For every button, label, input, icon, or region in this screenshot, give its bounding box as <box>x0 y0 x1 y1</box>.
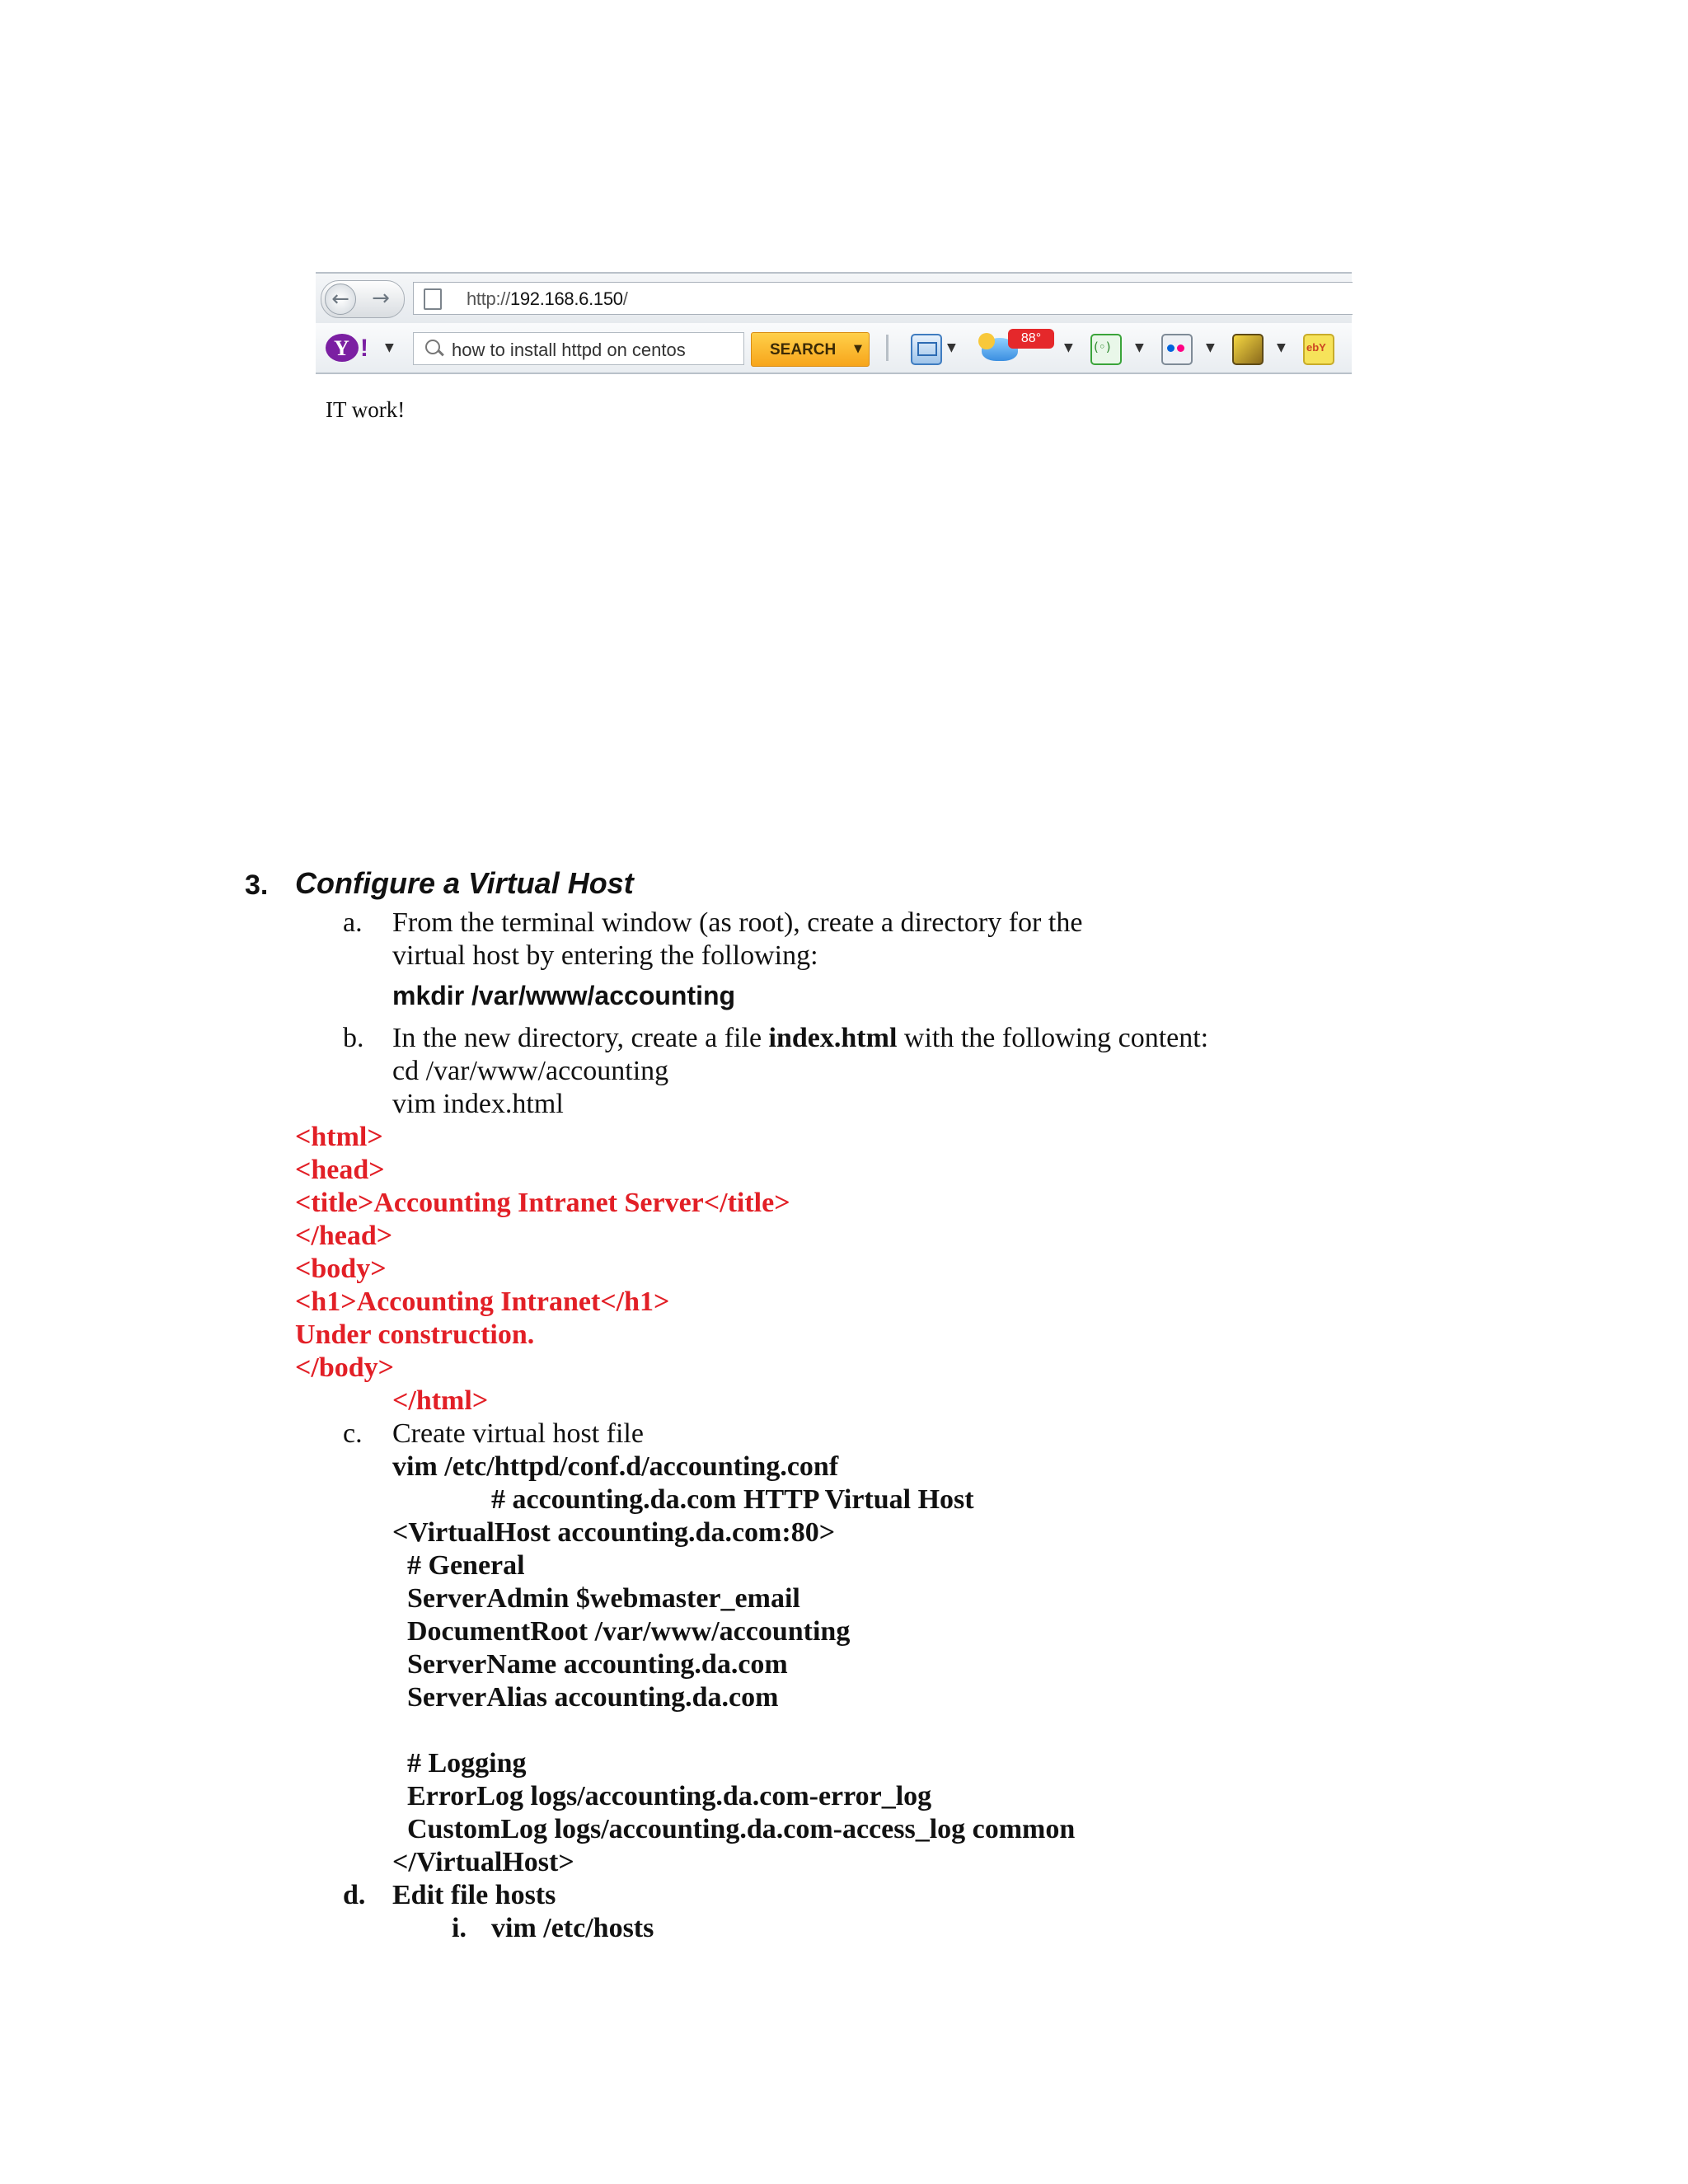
yahoo-logo-icon[interactable] <box>324 331 377 364</box>
ebay-icon[interactable] <box>1303 334 1334 365</box>
config-line: DocumentRoot /var/www/accounting <box>407 1616 851 1647</box>
code-line: <title>Accounting Intranet Server</title> <box>295 1188 790 1218</box>
step-b-cmd1: cd /var/www/accounting <box>392 1056 669 1086</box>
config-line: ErrorLog logs/accounting.da.com-error_log <box>407 1781 932 1811</box>
chevron-down-icon[interactable]: ▼ <box>1277 341 1286 354</box>
mail-icon[interactable] <box>911 334 942 365</box>
section-number: 3. <box>245 869 269 901</box>
navigation-bar <box>316 272 1352 324</box>
back-arrow-icon[interactable]: ← <box>325 284 356 315</box>
step-c-cmd: vim /etc/httpd/conf.d/accounting.conf <box>392 1451 839 1482</box>
step-c-marker: c. <box>343 1418 363 1449</box>
signal-icon[interactable] <box>1090 334 1122 365</box>
chevron-down-icon[interactable]: ▼ <box>947 341 956 354</box>
step-d-sub-cmd: vim /etc/hosts <box>491 1913 654 1943</box>
svg-text:!: ! <box>360 335 368 362</box>
config-line: ServerAlias accounting.da.com <box>407 1682 779 1713</box>
search-text: how to install httpd on centos <box>452 340 686 360</box>
notepad-icon[interactable] <box>1232 334 1264 365</box>
chevron-down-icon[interactable]: ▼ <box>1064 341 1073 354</box>
section-title: Configure a Virtual Host <box>295 866 634 900</box>
step-c-text: Create virtual host file <box>392 1418 644 1449</box>
address-bar[interactable] <box>413 282 1353 315</box>
search-input[interactable] <box>413 332 744 365</box>
config-line: ServerAdmin $webmaster_email <box>407 1583 800 1614</box>
step-b-filename: index.html <box>768 1023 898 1053</box>
url-host: 192.168.6.150 <box>509 288 623 309</box>
chevron-down-icon[interactable]: ▼ <box>1135 341 1144 354</box>
step-b-text-after: with the following content: <box>897 1023 1209 1053</box>
weather-badge: 88° <box>1008 329 1054 349</box>
svg-text:Y: Y <box>334 336 349 360</box>
config-line: # General <box>407 1550 525 1581</box>
config-line: ServerName accounting.da.com <box>407 1649 788 1680</box>
config-line: CustomLog logs/accounting.da.com-access_log common <box>407 1814 1076 1844</box>
step-a-command: mkdir /var/www/accounting <box>392 981 736 1010</box>
url-text[interactable] <box>467 288 628 310</box>
chevron-down-icon[interactable]: ▼ <box>1206 341 1215 354</box>
code-line: <h1>Accounting Intranet</h1> <box>295 1286 670 1317</box>
nav-buttons <box>321 280 405 318</box>
toolbar-divider <box>886 335 889 361</box>
search-button-label: SEARCH <box>770 341 837 359</box>
step-b-marker: b. <box>343 1023 364 1053</box>
browser-screenshot <box>316 272 1352 429</box>
code-line: </html> <box>392 1385 489 1416</box>
forward-arrow-icon[interactable]: → <box>372 286 390 311</box>
step-a-marker: a. <box>343 907 363 938</box>
search-button[interactable] <box>751 332 870 367</box>
browser-page-text: IT work! <box>326 397 406 422</box>
code-line: <head> <box>295 1155 385 1185</box>
step-b-cmd2: vim index.html <box>392 1089 564 1119</box>
search-icon <box>425 340 440 354</box>
code-line: </head> <box>295 1221 393 1251</box>
config-line: <VirtualHost accounting.da.com:80> <box>392 1517 836 1548</box>
url-suffix: / <box>622 288 628 309</box>
yahoo-toolbar <box>316 323 1352 374</box>
url-prefix: http:// <box>467 288 510 309</box>
config-line: # Logging <box>407 1748 527 1779</box>
code-line: <html> <box>295 1122 383 1152</box>
step-d-marker: d. <box>343 1880 366 1910</box>
step-d-sub-marker: i. <box>452 1913 467 1943</box>
config-line: </VirtualHost> <box>392 1847 574 1877</box>
chevron-down-icon: ▼ <box>854 343 862 355</box>
code-line: </body> <box>295 1352 395 1383</box>
config-line: # accounting.da.com HTTP Virtual Host <box>491 1484 974 1515</box>
code-line: <body> <box>295 1254 387 1284</box>
chevron-down-icon[interactable]: ▼ <box>385 341 394 354</box>
step-a-line2: virtual host by entering the following: <box>392 940 818 971</box>
step-a-line1: From the terminal window (as root), create a directory for the <box>392 907 1083 938</box>
step-b-text-before: In the new directory, create a file <box>392 1023 769 1053</box>
step-b-text <box>392 1022 1208 1055</box>
step-d-text: Edit file hosts <box>392 1880 556 1910</box>
page-icon <box>424 288 442 310</box>
flickr-icon[interactable] <box>1161 334 1193 365</box>
code-line: Under construction. <box>295 1319 535 1350</box>
